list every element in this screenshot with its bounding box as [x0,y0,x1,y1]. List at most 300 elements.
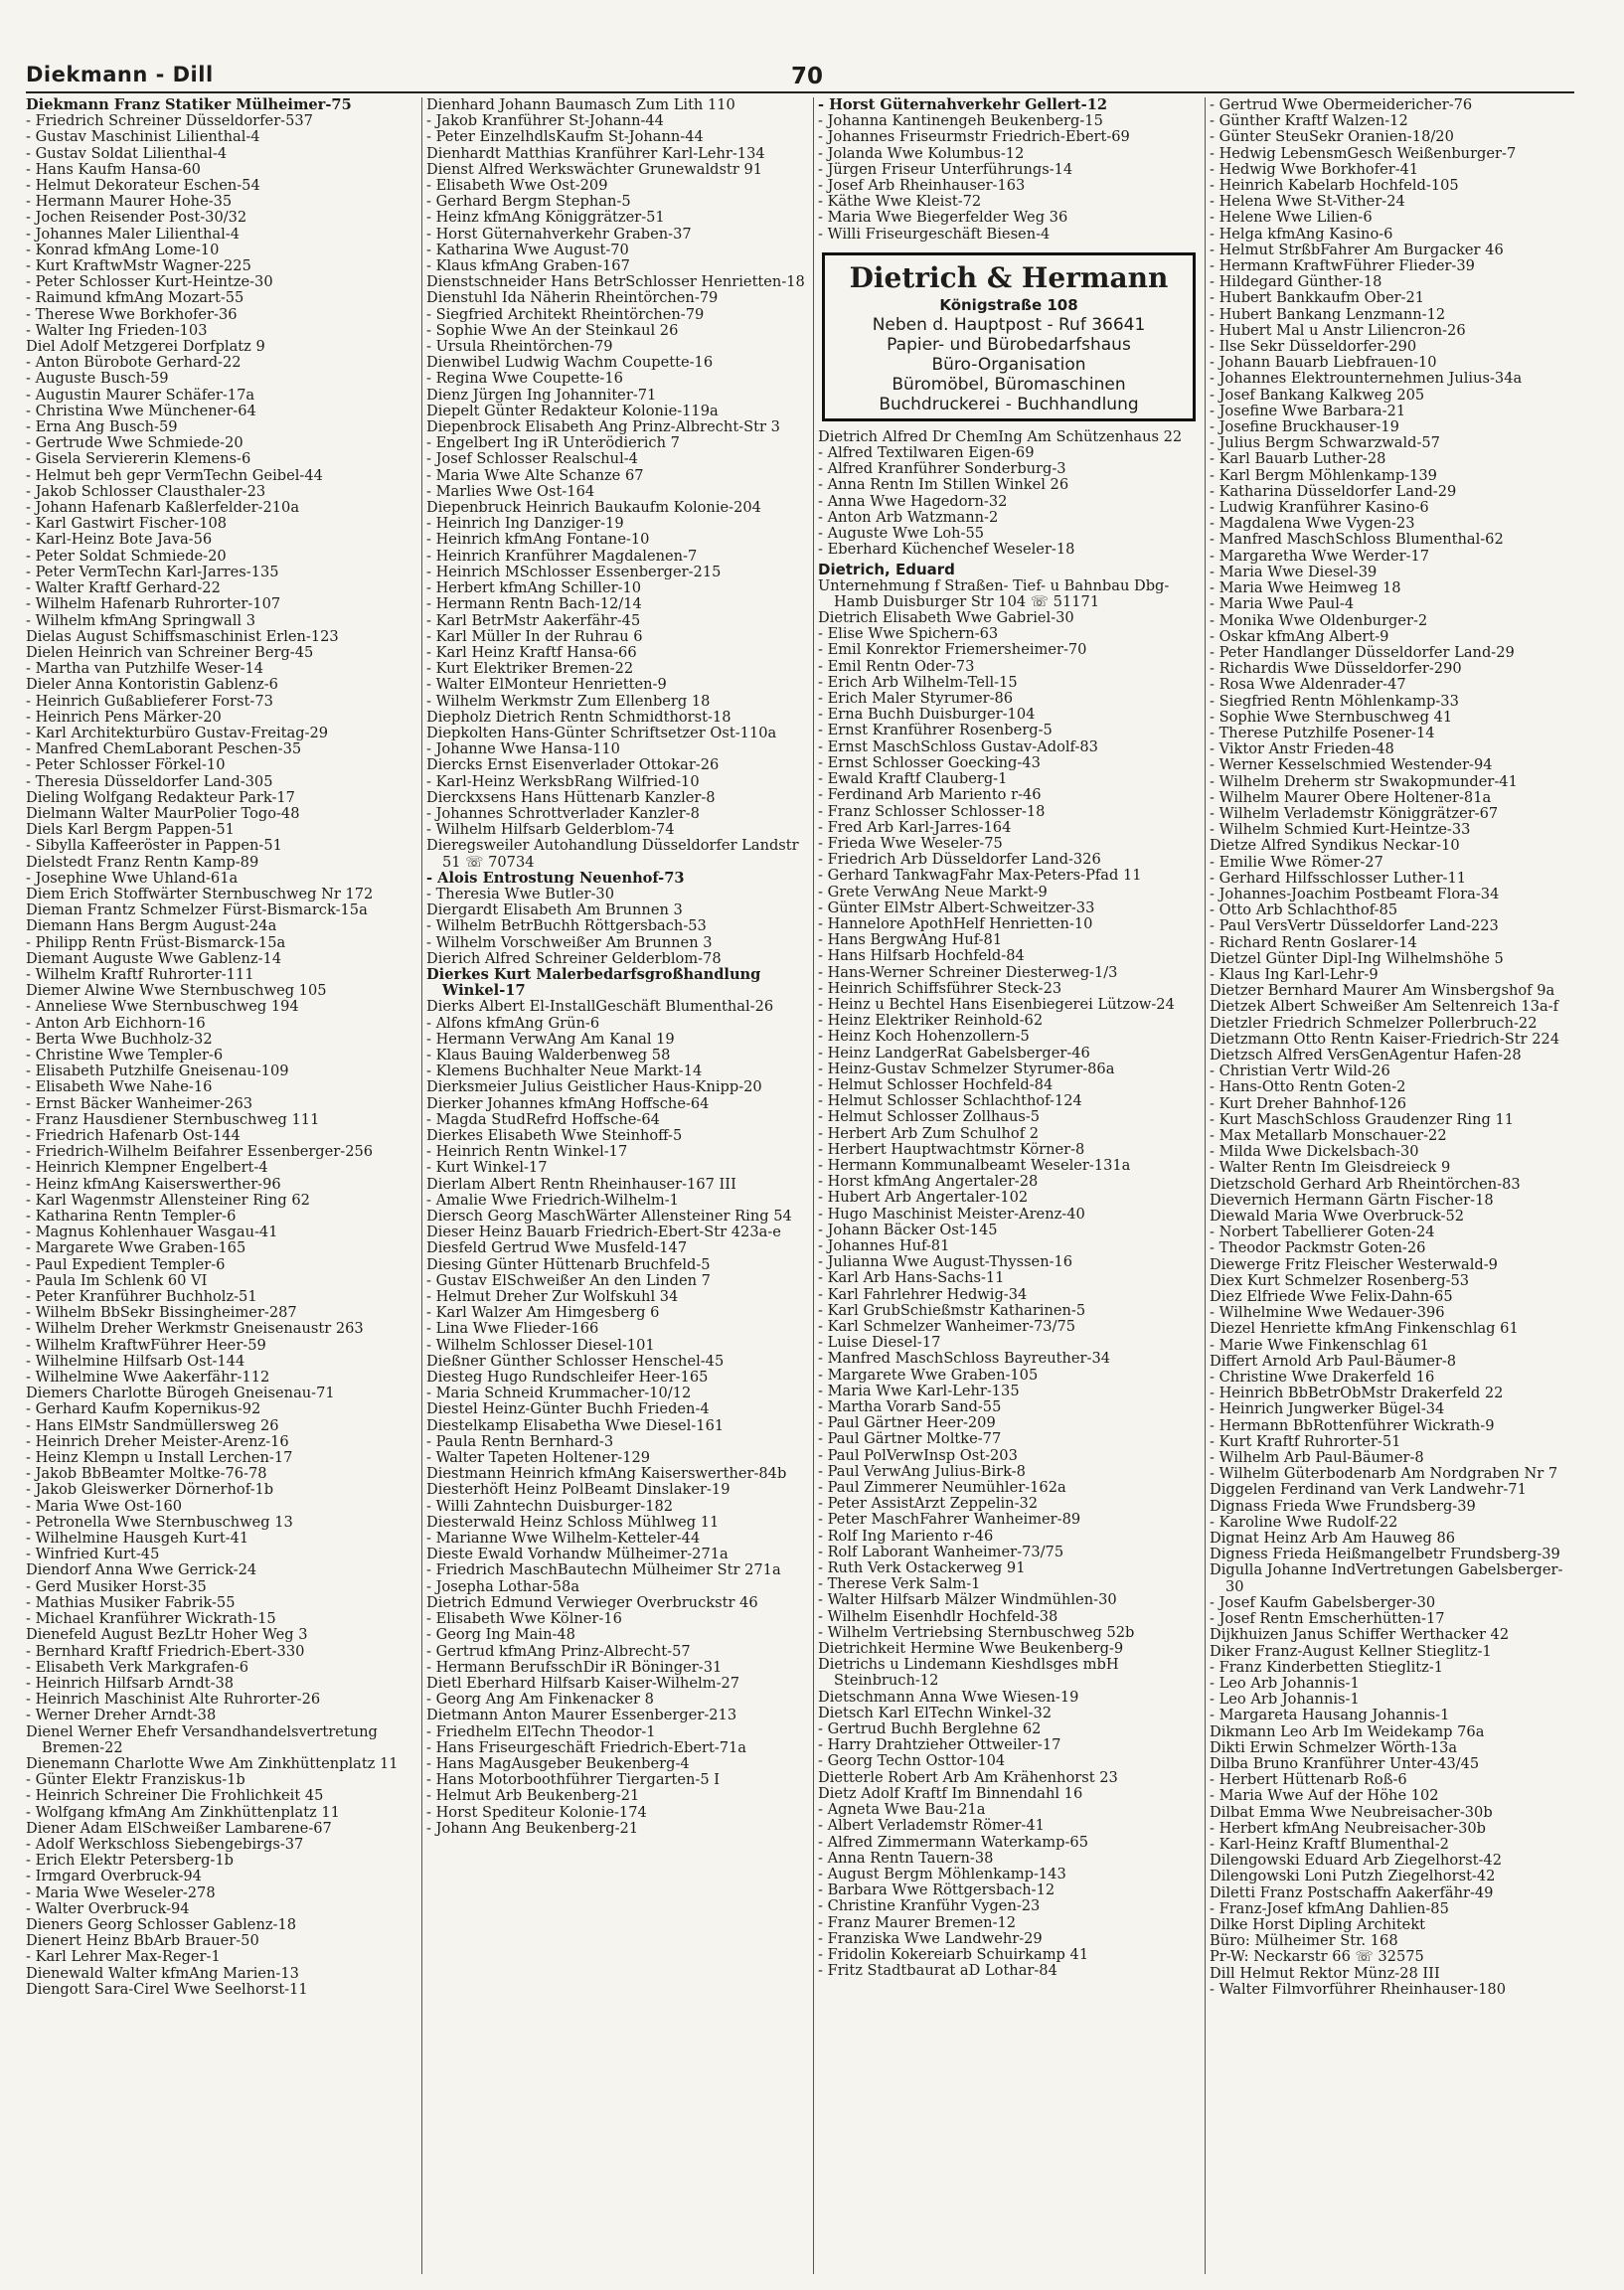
directory-entry: - Johannes Friseurmstr Friedrich-Ebert-69 [818,128,1130,146]
directory-entry: Dienstuhl Ida Näherin Rheintörchen-79 [426,289,719,307]
directory-entry: - Gerhard TankwagFahr Max-Peters-Pfad 11 [818,867,1142,885]
directory-entry: - Friedhelm ElTechn Theodor-1 [426,1722,656,1740]
ad-line-2: Büro-Organisation [931,354,1086,375]
directory-entry: Dietsch Karl ElTechn Winkel-32 [818,1704,1053,1721]
directory-entry: - Karl-Heinz Kraftf Blumenthal-2 [1210,1835,1449,1853]
directory-entry: - Wolfgang kfmAng Am Zinkhüttenplatz 11 [26,1803,340,1821]
directory-entry: - Erich Arb Wilhelm-Tell-15 [818,673,1018,691]
directory-entry: - Adolf Werkschloss Siebengebirgs-37 [26,1835,304,1853]
directory-entry: - Eberhard Küchenchef Weseler-18 [818,541,1075,559]
directory-entry: - Katharina Rentn Templer-6 [26,1208,237,1226]
directory-entry: - Theodor Packmstr Goten-26 [1210,1239,1426,1257]
directory-entry: Dielstedt Franz Rentn Kamp-89 [26,853,259,871]
directory-entry: Dierkes Kurt Malerbedarfsgroßhandlung Winkel-17 [426,965,761,1000]
directory-entry: - Rosa Wwe Aldenrader-47 [1210,676,1406,694]
directory-entry: Diletti Franz Postschaffn Aakerfähr-49 [1210,1883,1494,1901]
directory-entry: - Hans MagAusgeber Beukenberg-4 [426,1754,690,1772]
directory-entry: - Sibylla Kaffeeröster in Pappen-51 [26,837,282,855]
directory-entry: - Mathias Musiker Fabrik-55 [26,1593,236,1611]
directory-entry: - Kurt MaschSchloss Graudenzer Ring 11 [1210,1110,1515,1128]
directory-entry: - Walter Ing Frieden-103 [26,321,208,339]
directory-entry: - August Bergm Möhlenkamp-143 [818,1865,1066,1882]
column-3 [813,97,1200,2274]
directory-entry: - Amalie Wwe Friedrich-Wilhelm-1 [426,1191,679,1209]
directory-entry: - Ernst MaschSchloss Gustav-Adolf-83 [818,737,1098,755]
directory-entry: - Wilhelm Dreherm str Swakopmunder-41 [1210,772,1518,790]
directory-entry: - Wilhelm Hilfsarb Gelderblom-74 [426,821,675,839]
directory-entry: - Fridolin Kokereiarb Schuirkamp 41 [818,1945,1089,1963]
directory-entry: Diekmann Franz Statiker Mülheimer-75 [26,97,352,113]
directory-entry: - Walter Tapeten Holtener-129 [426,1449,651,1467]
directory-entry: - Karl Fahrlehrer Hedwig-34 [818,1285,1028,1303]
directory-entry: - Manfred MaschSchloss Blumenthal-62 [1210,531,1504,549]
running-head: Diekmann - Dill [26,63,214,86]
directory-entry: - Maria Wwe Ost-160 [26,1497,183,1515]
directory-entry: - Petronella Wwe Sternbuschweg 13 [26,1513,293,1531]
directory-entry: - Margaretha Wwe Werder-17 [1210,547,1430,565]
directory-entry: - Wilhelm Eisenhdlr Hochfeld-38 [818,1607,1058,1625]
directory-entry: Dienz Jürgen Ing Johanniter-71 [426,386,657,404]
directory-entry: - Wilhelmine Wwe Aakerfähr-112 [26,1369,270,1387]
directory-entry: - Josef Schlosser Realschul-4 [426,450,638,468]
directory-entry: - Therese Putzhilfe Posener-14 [1210,724,1435,741]
directory-entry: - Leo Arb Johannis-1 [1210,1691,1360,1709]
directory-entry: - Hans Friseurgeschäft Friedrich-Ebert-71a [426,1738,747,1756]
directory-entry: - Helmut beh gepr VermTechn Geibel-44 [26,466,323,484]
directory-entry: - Alfons kfmAng Grün-6 [426,1014,600,1032]
directory-entry: - Hans-Werner Schreiner Diesterweg-1/3 [818,963,1118,981]
directory-entry: - Jolanda Wwe Kolumbus-12 [818,144,1025,162]
directory-entry: - Hans Motorboothführer Tiergarten-5 I [426,1771,721,1789]
directory-entry: Dietl Eberhard Hilfsarb Kaiser-Wilhelm-27 [426,1674,740,1692]
directory-entry: - Jakob Kranführer St-Johann-44 [426,112,664,130]
directory-entry: Dienefeld August BezLtr Hoher Weg 3 [26,1626,308,1644]
directory-entry: - Leo Arb Johannis-1 [1210,1674,1360,1692]
directory-entry: - Günter SteuSekr Oranien-18/20 [1210,128,1454,146]
directory-entry: - Friedrich Arb Düsseldorfer Land-326 [818,851,1101,869]
directory-entry: - Maria Wwe Weseler-278 [26,1883,216,1901]
directory-entry: Diez Elfriede Wwe Felix-Dahn-65 [1210,1288,1453,1306]
directory-entry: - Ursula Rheintörchen-79 [426,338,613,356]
directory-entry: - Wilhelm Maurer Obere Holtener-81a [1210,788,1492,806]
directory-entry: Dielen Heinrich van Schreiner Berg-45 [26,643,314,661]
directory-entry: Dieste Ewald Vorhandw Mülheimer-271a [426,1546,729,1563]
directory-entry: - Theresia Düsseldorfer Land-305 [26,772,273,790]
directory-entry: - Ewald Kraftf Clauberg-1 [818,770,1008,788]
directory-entry: Dietzschold Gerhard Arb Rheintörchen-83 [1210,1175,1521,1193]
directory-entry: Diker Franz-August Kellner Stieglitz-1 [1210,1642,1492,1660]
directory-entry: - Karl Schmelzer Wanheimer-73/75 [818,1318,1076,1335]
directory-entry: - Günther Kraftf Walzen-12 [1210,112,1408,130]
directory-entry: - Johanna Kantinengeh Beukenberg-15 [818,112,1103,130]
directory-entry: - Klaus kfmAng Graben-167 [426,257,630,275]
directory-entry: Dienert Heinz BbArb Brauer-50 [26,1932,259,1950]
directory-entry: - Georg Ang Am Finkenacker 8 [426,1691,654,1709]
directory-entry: Dielmann Walter MaurPolier Togo-48 [26,804,300,822]
directory-entry: - Sophie Wwe An der Steinkaul 26 [426,321,679,339]
directory-entry: - Georg Ing Main-48 [426,1626,575,1644]
directory-entry: - Christine Wwe Templer-6 [26,1046,224,1063]
directory-entry: Diepkolten Hans-Günter Schriftsetzer Ost-110a [426,724,777,741]
directory-entry: - Franziska Wwe Landwehr-29 [818,1929,1043,1947]
directory-entry: - Josefine Bruckhauser-19 [1210,418,1399,436]
directory-entry: - Günter ElMstr Albert-Schweitzer-33 [818,899,1095,916]
directory-entry: Dikti Erwin Schmelzer Wörth-13a [1210,1738,1458,1756]
directory-entry: - Hermann BerufsschDir iR Böninger-31 [426,1658,723,1676]
directory-entry: Dieser Heinz Bauarb Friedrich-Ebert-Str 423a-e [426,1224,781,1241]
column-2 [421,97,808,2274]
directory-entry: Diggelen Ferdinand van Verk Landwehr-71 [1210,1481,1527,1499]
directory-entry: - Helmut Schlosser Hochfeld-84 [818,1075,1054,1093]
directory-entry: Dilba Bruno Kranführer Unter-43/45 [1210,1754,1480,1772]
directory-entry: - Friedrich Hafenarb Ost-144 [26,1127,241,1144]
directory-entry: - Josef Kaufm Gabelsberger-30 [1210,1593,1436,1611]
directory-entry: Dietzler Friedrich Schmelzer Pollerbruch-22 [1210,1014,1538,1032]
directory-entry: Dietrich Elisabeth Wwe Gabriel-30 [818,609,1074,627]
directory-entry: - Berta Wwe Buchholz-32 [26,1030,213,1048]
directory-entry: Diemann Hans Bergm August-24a [26,917,277,935]
directory-entry: - Heinrich Klempner Engelbert-4 [26,1159,268,1177]
directory-entry: - Erich Maler Styrumer-86 [818,690,1014,708]
directory-entry: Dienel Werner Ehefr Versandhandelsvertretung Bremen-22 [26,1722,378,1756]
directory-entry: - Franz-Josef kfmAng Dahlien-85 [1210,1899,1449,1917]
directory-entry: Dierks Albert El-InstallGeschäft Blumenthal-26 [426,998,774,1016]
directory-entry: - Hermann Maurer Hohe-35 [26,193,233,211]
directory-entry: Diels Karl Bergm Pappen-51 [26,821,235,839]
directory-entry: - Christian Vertr Wild-26 [1210,1063,1390,1080]
directory-entry: - Karoline Wwe Rudolf-22 [1210,1513,1398,1531]
directory-entry: - Siegfried Rentn Möhlenkamp-33 [1210,692,1459,710]
directory-entry: - Maria Wwe Heimweg 18 [1210,579,1401,597]
directory-entry: - Karl Heinz Kraftf Hansa-66 [426,643,637,661]
directory-entry: - Elisabeth Verk Markgrafen-6 [26,1658,249,1676]
directory-entry: - Maria Wwe Biegerfelder Weg 36 [818,209,1068,227]
directory-entry: - Regina Wwe Coupette-16 [426,370,623,388]
directory-entry: - Johannes Schrottverlader Kanzler-8 [426,804,700,822]
directory-entry: - Wilhelm Vertriebsing Sternbuschweg 52b [818,1623,1135,1641]
directory-entry: - Klaus Ing Karl-Lehr-9 [1210,965,1379,983]
directory-entry: Diel Adolf Metzgerei Dorfplatz 9 [26,338,265,356]
directory-entry: - Sophie Wwe Sternbuschweg 41 [1210,708,1453,726]
directory-entry: - Peter Schlosser Förkel-10 [26,756,226,774]
directory-entry: Dießner Günther Schlosser Henschel-45 [426,1352,725,1370]
ad-title: Dietrich & Hermann [849,260,1169,294]
directory-entry: Digness Frieda Heißmangelbetr Frundsberg-39 [1210,1546,1560,1563]
page-number: 70 [791,64,824,89]
directory-entry: - Hermann Rentn Bach-12/14 [426,595,642,613]
ad-line-1: Papier- und Bürobedarfshaus [887,334,1131,355]
directory-entry: - Hermann KraftwFührer Flieder-39 [1210,257,1475,275]
directory-entry: - Heinz Elektriker Reinhold-62 [818,1012,1044,1030]
directory-entry: - Maria Wwe Alte Schanze 67 [426,466,644,484]
directory-entry: - Gerhard Bergm Stephan-5 [426,193,631,211]
directory-entry: - Viktor Anstr Frieden-48 [1210,740,1394,758]
ad-phone: Neben d. Hauptpost - Ruf 36641 [872,314,1146,335]
column-3-bottom [818,578,1200,1980]
page-header [26,52,1574,93]
directory-entry: Diepenbruck Heinrich Baukaufm Kolonie-204 [426,499,761,517]
directory-entry: - Peter Soldat Schmiede-20 [26,547,227,565]
directory-entry: Diesing Günter Hüttenarb Bruchfeld-5 [426,1255,711,1273]
directory-entry: Diersch Georg MaschWärter Allensteiner Ring 54 [426,1208,792,1226]
directory-entry: - Alois Entrostung Neuenhof-73 [426,869,685,887]
ad-line-3: Büromöbel, Büromaschinen [892,374,1126,395]
directory-entry: - Helmut Dekorateur Eschen-54 [26,177,260,195]
directory-entry: - Fritz Stadtbaurat aD Lothar-84 [818,1962,1057,1980]
directory-entry: Dienhardt Matthias Kranführer Karl-Lehr-134 [426,144,765,162]
directory-entry: - Karl Bauarb Luther-28 [1210,450,1386,468]
directory-entry: - Karl BetrMstr Aakerfähr-45 [426,611,641,629]
directory-entry: - Wilhelm KraftwFührer Heer-59 [26,1336,266,1354]
directory-entry: - Paul PolVerwInsp Ost-203 [818,1446,1018,1464]
directory-entry: - Elisabeth Wwe Nahe-16 [26,1078,213,1096]
directory-entry: - Horst Spediteur Kolonie-174 [426,1803,647,1821]
directory-entry: - Hedwig LebensmGesch Weißenburger-7 [1210,144,1517,162]
directory-entry: - Peter MaschFahrer Wanheimer-89 [818,1511,1081,1529]
directory-entry: - Irmgard Overbruck-94 [26,1868,202,1885]
directory-entry: - Werner Kesselschmied Westender-94 [1210,756,1493,774]
directory-entry: Dieners Georg Schlosser Gablenz-18 [26,1915,297,1933]
directory-entry: - Horst kfmAng Angertaler-28 [818,1173,1039,1191]
directory-entry: - Manfred ChemLaborant Peschen-35 [26,740,302,758]
directory-entry: - Augustin Maurer Schäfer-17a [26,386,255,404]
directory-entry: - Ilse Sekr Düsseldorfer-290 [1210,338,1417,356]
directory-entry: - Hans Kaufm Hansa-60 [26,160,201,178]
directory-entry: - Peter Handlanger Düsseldorfer Land-29 [1210,643,1515,661]
directory-entry: - Gertrud kfmAng Prinz-Albrecht-57 [426,1642,691,1660]
directory-entry: - Josefine Wwe Barbara-21 [1210,402,1406,419]
directory-entry: - Wilhelm kfmAng Springwall 3 [26,611,256,629]
directory-entry: Diestmann Heinrich kfmAng Kaiserswerther-84b [426,1465,787,1483]
directory-entry: - Jakob Gleiswerker Dörnerhof-1b [26,1481,274,1499]
directory-entry: - Karl Arb Hans-Sachs-11 [818,1269,1005,1287]
directory-entry: Dietschmann Anna Wwe Wiesen-19 [818,1688,1079,1706]
directory-entry: Dierksmeier Julius Geistlicher Haus-Knipp-20 [426,1078,762,1096]
directory-entry: Dienstschneider Hans BetrSchlosser Henrietten-18 [426,273,805,291]
directory-entry: - Maria Wwe Diesel-39 [1210,563,1378,580]
directory-entry: - Günter Elektr Franziskus-1b [26,1771,245,1789]
directory-entry: - Maria Wwe Paul-4 [1210,595,1355,613]
directory-entry: - Winfried Kurt-45 [26,1546,160,1563]
directory-entry: - Kurt KraftwMstr Wagner-225 [26,257,251,275]
directory-entry: Pr-W: Neckarstr 66 ☏ 32575 [1210,1948,1424,1966]
advertisement-box [822,252,1196,421]
directory-entry: - Agneta Wwe Bau-21a [818,1801,986,1819]
directory-entry: Dieregsweiler Autohandlung Düsseldorfer Landstr 51 ☏ 70734 [426,837,799,871]
directory-entry: Diemer Alwine Wwe Sternbuschweg 105 [26,982,327,1000]
directory-entry: - Gustav Soldat Lilienthal-4 [26,144,228,162]
directory-entry: - Hubert Arb Angertaler-102 [818,1189,1029,1207]
directory-entry: - Philipp Rentn Früst-Bismarck-15a [26,933,286,951]
directory-entry: - Karl Gastwirt Fischer-108 [26,515,228,533]
directory-entry: - Ludwig Kranführer Kasino-6 [1210,499,1429,517]
directory-entry: - Grete VerwAng Neue Markt-9 [818,883,1048,900]
directory-entry: - Albert Verlademstr Römer-41 [818,1817,1045,1835]
directory-entry: - Heinrich Hilfsarb Arndt-38 [26,1674,235,1692]
directory-entry: Dienst Alfred Werkswächter Grunewaldstr 91 [426,160,763,178]
directory-entry: - Rolf Ing Mariento r-46 [818,1527,994,1545]
directory-entry: - Wilhelm Schmied Kurt-Heintze-33 [1210,821,1471,839]
directory-entry: - Heinrich kfmAng Fontane-10 [426,531,650,549]
directory-entry: Dietrichs u Lindemann Kieshdlsges mbH Steinbruch-12 [818,1656,1119,1690]
directory-entry: Dienwibel Ludwig Wachm Coupette-16 [426,354,714,372]
directory-entry: - Herbert kfmAng Schiller-10 [426,579,642,597]
directory-entry: Dienemann Charlotte Wwe Am Zinkhüttenplatz 11 [26,1754,399,1772]
directory-entry: - Ernst Schlosser Goecking-43 [818,753,1041,771]
directory-entry: - Paul Zimmerer Neumühler-162a [818,1479,1066,1497]
directory-entry: - Franz Maurer Bremen-12 [818,1913,1017,1931]
directory-entry: - Hubert Bankkaufm Ober-21 [1210,289,1425,307]
directory-entry: - Heinrich Schreiner Die Frohlichkeit 45 [26,1787,324,1805]
directory-entry: - Therese Wwe Borkhofer-36 [26,305,238,323]
directory-entry: - Heinz LandgerRat Gabelsberger-46 [818,1044,1090,1062]
directory-entry: - Max Metallarb Monschauer-22 [1210,1127,1447,1144]
directory-entry: - Emilie Wwe Römer-27 [1210,853,1383,871]
directory-entry: - Walter Overbruck-94 [26,1899,190,1917]
directory-entry: - Heinrich Dreher Meister-Arenz-16 [26,1432,289,1450]
directory-entry: - Oskar kfmAng Albert-9 [1210,627,1389,645]
directory-entry: Dietmann Anton Maurer Essenberger-213 [426,1707,737,1724]
directory-entry: - Johann Ang Beukenberg-21 [426,1819,639,1837]
directory-entry: - Hubert Bankang Lenzmann-12 [1210,305,1446,323]
directory-entry: - Hans ElMstr Sandmüllersweg 26 [26,1416,279,1434]
directory-entry: Dierich Alfred Schreiner Gelderblom-78 [426,949,722,967]
directory-entry: - Bernhard Kraftf Friedrich-Ebert-330 [26,1642,305,1660]
directory-entry: Diemant Auguste Wwe Gablenz-14 [26,949,282,967]
directory-entry: Dietzmann Otto Rentn Kaiser-Friedrich-Str 224 [1210,1030,1560,1048]
directory-entry: - Richardis Wwe Düsseldorfer-290 [1210,660,1462,678]
directory-entry: - Karl GrubSchießmstr Katharinen-5 [818,1301,1086,1319]
directory-entry: Diepenbrock Elisabeth Ang Prinz-Albrecht-Str 3 [426,418,780,436]
directory-entry: - Frieda Wwe Weseler-75 [818,834,1003,852]
directory-entry: - Hermann Kommunalbeamt Weseler-131a [818,1156,1131,1174]
directory-entry: - Magda StudRefrd Hoffsche-64 [426,1110,660,1128]
section-heading: Dietrich, Eduard [818,561,955,579]
directory-entry: Dienewald Walter kfmAng Marien-13 [26,1964,299,1982]
directory-entry: - Therese Verk Salm-1 [818,1575,981,1593]
directory-entry: Dieling Wolfgang Redakteur Park-17 [26,788,295,806]
directory-entry: - Michael Kranführer Wickrath-15 [26,1610,276,1628]
directory-entry: - Johannes Maler Lilienthal-4 [26,225,241,243]
directory-entry: - Gertrude Wwe Schmiede-20 [26,434,244,452]
directory-entry: - Otto Arb Schlachthof-85 [1210,901,1398,919]
directory-entry: - Heinz kfmAng Kaiserswerther-96 [26,1175,281,1193]
directory-entry: Dilke Horst Dipling Architekt [1210,1915,1426,1933]
directory-entry: - Wilhelm Verlademstr Königgrätzer-67 [1210,804,1499,822]
directory-entry: - Ernst Kranführer Rosenberg-5 [818,722,1053,739]
directory-entry: Diepelt Günter Redakteur Kolonie-119a [426,402,719,419]
directory-entry: - Gisela Serviererin Klemens-6 [26,450,251,468]
directory-entry: - Margareta Hausang Johannis-1 [1210,1707,1450,1724]
directory-entry: - Heinz Klempn u Install Lerchen-17 [26,1449,293,1467]
directory-entry: - Johanne Wwe Hansa-110 [426,740,620,758]
directory-entry: - Walter Hilfsarb Mälzer Windmühlen-30 [818,1591,1117,1609]
directory-entry: - Johannes-Joachim Postbeamt Flora-34 [1210,885,1500,902]
directory-entry: - Horst Güternahverkehr Gellert-12 [818,97,1107,113]
directory-entry: - Gertrud Buchh Berglehne 62 [818,1720,1042,1738]
directory-entry: Diestelkamp Elisabetha Wwe Diesel-161 [426,1416,725,1434]
directory-entry: - Hans BergwAng Huf-81 [818,931,1003,949]
directory-entry: - Heinrich Kranführer Magdalenen-7 [426,547,698,565]
directory-entry: - Wilhelm Güterbodenarb Am Nordgraben Nr 7 [1210,1465,1558,1483]
directory-entry: Diezel Henriette kfmAng Finkenschlag 61 [1210,1320,1519,1338]
directory-entry: - Hans-Otto Rentn Goten-2 [1210,1078,1406,1096]
directory-entry: Diesteg Hugo Rundschleifer Heer-165 [426,1369,709,1387]
directory-entry: - Hubert Mal u Anstr Liliencron-26 [1210,321,1466,339]
directory-entry: - Karl Bergm Möhlenkamp-139 [1210,466,1437,484]
directory-entry: - Raimund kfmAng Mozart-55 [26,289,244,307]
directory-entry: Differt Arnold Arb Paul-Bäumer-8 [1210,1352,1457,1370]
directory-entry: - Hannelore ApothHelf Henrietten-10 [818,914,1093,932]
directory-entry: - Marianne Wwe Wilhelm-Ketteler-44 [426,1530,701,1548]
directory-entry: - Anton Arb Eichhorn-16 [26,1014,206,1032]
directory-entry: - Helga kfmAng Kasino-6 [1210,225,1393,243]
directory-entry: - Josepha Lothar-58a [426,1577,580,1595]
directory-entry: - Werner Dreher Arndt-38 [26,1707,217,1724]
directory-entry: - Klemens Buchhalter Neue Markt-14 [426,1063,703,1080]
directory-entry: - Gertrud Wwe Obermeidericher-76 [1210,97,1473,113]
directory-entry: - Karl Architekturbüro Gustav-Freitag-29 [26,724,329,741]
directory-entry: Dilbat Emma Wwe Neubreisacher-30b [1210,1803,1493,1821]
directory-entry: Diem Erich Stoffwärter Sternbuschweg Nr 172 [26,885,374,902]
directory-entry: - Heinz-Gustav Schmelzer Styrumer-86a [818,1060,1115,1077]
directory-entry: - Wilhelm Werkmstr Zum Ellenberg 18 [426,692,711,710]
directory-entry: - Jakob BbBeamter Moltke-76-78 [26,1465,267,1483]
directory-entry: - Karl-Heinz WerksbRang Wilfried-10 [426,772,700,790]
directory-entry: - Martha van Putzhilfe Weser-14 [26,660,264,678]
directory-entry: - Marlies Wwe Ost-164 [426,482,595,500]
directory-entry: - Josef Bankang Kalkweg 205 [1210,386,1425,404]
directory-entry: - Käthe Wwe Kleist-72 [818,193,982,211]
directory-entry: - Harry Drahtzieher Ottweiler-17 [818,1736,1061,1754]
directory-entry: - Willi Friseurgeschäft Biesen-4 [818,225,1051,243]
directory-entry: - Hermann VerwAng Am Kanal 19 [426,1030,675,1048]
directory-entry: - Herbert Hüttenarb Roß-6 [1210,1771,1407,1789]
directory-entry: Dietzek Albert Schweißer Am Seltenreich 13a-f [1210,998,1559,1016]
directory-entry: - Franz Hausdiener Sternbuschweg 111 [26,1110,320,1128]
directory-entry: - Herbert Arb Zum Schulhof 2 [818,1124,1040,1142]
column-3-middle [818,429,1200,559]
directory-entry: - Erna Buchh Duisburger-104 [818,706,1036,724]
directory-entry: - Wilhelmine Wwe Wedauer-396 [1210,1304,1445,1322]
directory-entry: - Emil Rentn Oder-73 [818,657,975,675]
directory-entry: - Heinrich BbBetrObMstr Drakerfeld 22 [1210,1385,1504,1402]
directory-entry: - Heinrich Ing Danziger-19 [426,515,624,533]
directory-entry: - Wilhelm Dreher Werkmstr Gneisenaustr 263 [26,1320,364,1338]
directory-entry: Dietzer Bernhard Maurer Am Winsbergshof 9a [1210,982,1555,1000]
column-4 [1205,97,1575,2274]
directory-entry: - Hedwig Wwe Borkhofer-41 [1210,160,1419,178]
directory-entry: - Gerd Musiker Horst-35 [26,1577,207,1595]
directory-entry: - Heinz kfmAng Königgrätzer-51 [426,209,665,227]
directory-entry: - Karl Lehrer Max-Reger-1 [26,1948,221,1966]
directory-entry: - Horst Güternahverkehr Graben-37 [426,225,692,243]
directory-entry: - Erna Ang Busch-59 [26,418,178,436]
directory-entry: - Franz Kinderbetten Stieglitz-1 [1210,1658,1444,1676]
directory-entry: - Herbert kfmAng Neubreisacher-30b [1210,1819,1487,1837]
directory-entry: Diewald Maria Wwe Overbruck-52 [1210,1208,1465,1226]
directory-entry: - Friedrich MaschBautechn Mülheimer Str 271a [426,1561,781,1579]
directory-entry: - Friedrich Schreiner Düsseldorfer-537 [26,112,313,130]
directory-entry: - Josef Arb Rheinhauser-163 [818,177,1026,195]
directory-entry: - Wilhelm BbSekr Bissingheimer-287 [26,1304,297,1322]
directory-entry: Diesterwald Heinz Schloss Mühlweg 11 [426,1513,720,1531]
directory-entry: - Ferdinand Arb Mariento r-46 [818,786,1042,804]
directory-entry: - Karl-Heinz Bote Java-56 [26,531,213,549]
directory-entry: Diepholz Dietrich Rentn Schmidthorst-18 [426,708,731,726]
directory-entry: - Karl Wagenmstr Allensteiner Ring 62 [26,1191,310,1209]
directory-entry: - Klaus Bauing Walderbenweg 58 [426,1046,671,1063]
